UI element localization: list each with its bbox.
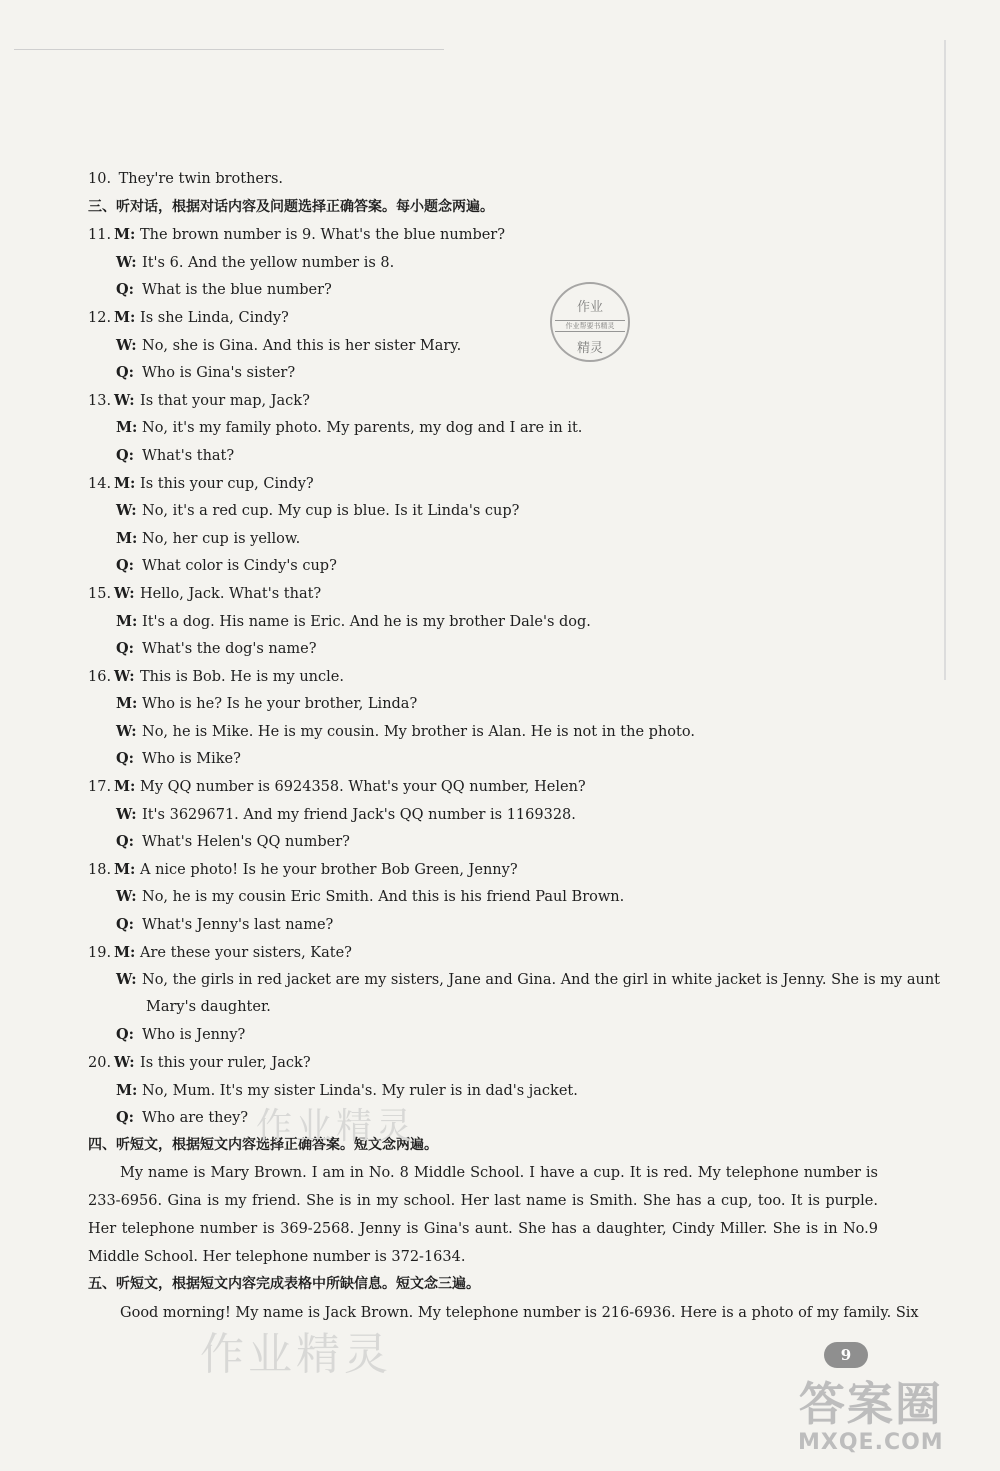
dialog-line: [88, 966, 941, 994]
dialog-line: [88, 332, 878, 360]
dialog-line: [88, 663, 878, 691]
corner-logo: [798, 1378, 944, 1455]
speaker-label: W:: [114, 1054, 135, 1071]
speaker-label: M:: [116, 695, 138, 713]
speaker-label: W:: [116, 722, 137, 740]
speaker-label: Q:: [116, 833, 134, 851]
dialog-line: [88, 828, 878, 856]
dialog-line: [88, 221, 878, 249]
line-text: What's the dog's name?: [142, 641, 317, 658]
speaker-label: W:: [116, 805, 137, 823]
speaker-label: Q:: [116, 640, 134, 658]
speaker-label: W:: [114, 584, 135, 602]
dialog-continuation: Mary's daughter.: [146, 998, 271, 1015]
line-text: A nice photo! Is he your brother Bob Green, Jenny?: [140, 861, 518, 878]
section-heading: 三、听对话，根据对话内容及问题选择正确答案。每小题念两遍。: [88, 198, 494, 215]
speaker-label: M:: [114, 943, 136, 961]
speaker-label: M:: [114, 226, 136, 244]
watermark-1: 作业精灵: [256, 1106, 417, 1147]
line-text: Who are they?: [142, 1110, 249, 1127]
dialog-line: [88, 580, 878, 608]
dialog-line: [88, 1077, 878, 1105]
line-text: No, he is Mike. He is my cousin. My brother is Alan. He is not in the photo.: [142, 723, 695, 740]
corner-logo-main: 答案圈: [798, 1377, 943, 1431]
line-text: No, it's my family photo. My parents, my dog and I are in it.: [142, 420, 583, 437]
line-text: Who is Gina's sister?: [142, 365, 296, 382]
dialog-line: [88, 718, 878, 746]
page-edge-mark: [944, 40, 946, 680]
question-number: 11.: [88, 227, 112, 244]
dialog-line: [88, 359, 878, 387]
stamp-top-text: 作业: [576, 300, 603, 315]
line-text: Who is he? Is he your brother, Linda?: [142, 696, 418, 713]
dialog-lines: [88, 166, 941, 1159]
speaker-label: W:: [116, 502, 137, 520]
line-text: Are these your sisters, Kate?: [140, 944, 352, 961]
line-text: It's a dog. His name is Eric. And he is my brother Dale's dog.: [142, 613, 591, 630]
line-text: No, the girls in red jacket are my sisters, Jane and Gina. And the girl in white jacket is Jenny. She is my aunt: [142, 972, 941, 989]
speaker-label: Q:: [116, 364, 134, 382]
dialog-line: [88, 552, 878, 580]
line-text: Is this your cup, Cindy?: [140, 475, 314, 492]
dialog-line: [88, 635, 878, 663]
line-text: Is this your ruler, Jack?: [140, 1055, 311, 1071]
answer-line: [88, 166, 878, 194]
line-text: What's Helen's QQ number?: [142, 834, 350, 851]
dialog-line: [88, 249, 878, 277]
line-text: Hello, Jack. What's that?: [140, 585, 322, 602]
page-number: 9: [824, 1342, 868, 1368]
speaker-label: Q:: [116, 446, 134, 464]
dialog-line: [88, 1049, 878, 1077]
line-text: No, she is Gina. And this is her sister Mary.: [142, 337, 462, 354]
speaker-label: W:: [116, 336, 137, 354]
stamp-bottom-text: 精灵: [576, 341, 603, 356]
dialog-line: [88, 276, 878, 304]
section-heading: 四、听短文，根据短文内容选择正确答案。短文念两遍。: [88, 1136, 438, 1153]
corner-logo-url: MXQE.COM: [798, 1430, 944, 1455]
question-number: 15.: [88, 585, 112, 602]
passage-four: My name is Mary Brown. I am in No. 8 Middle School. I have a cup. It is red. My telephone number is 233-6956. Gina is my friend. She is in my school. Her last name is Smith. She has a cup, too. It is purple. Her telephone number is 369-2568. Jenny is Gina's aunt. She has a daughter, Cindy Miller. She is in No.9 Middle School. Her telephone number is 372-1634.: [88, 1165, 878, 1266]
speaker-label: M:: [116, 419, 138, 437]
dialog-line: [88, 801, 878, 829]
question-number: 14.: [88, 475, 112, 492]
section-five-heading: 五、听短文，根据短文内容完成表格中所缺信息。短文念三遍。: [88, 1276, 480, 1293]
dialog-line: [88, 1021, 878, 1049]
question-number: 10.: [88, 171, 112, 187]
speaker-label: Q:: [116, 557, 134, 575]
dialog-line: [88, 883, 878, 911]
homework-elf-stamp: [550, 282, 630, 362]
line-text: No, he is my cousin Eric Smith. And this is his friend Paul Brown.: [142, 889, 625, 906]
dialog-line: [88, 608, 878, 636]
speaker-label: M:: [114, 778, 136, 796]
speaker-label: W:: [116, 253, 137, 271]
question-number: 17.: [88, 779, 112, 796]
speaker-label: W:: [116, 888, 137, 906]
stamp-band-text: 作业帮要书精灵: [555, 320, 625, 332]
speaker-label: M:: [114, 474, 136, 492]
speaker-label: Q:: [116, 281, 134, 299]
line-text: What is the blue number?: [142, 282, 332, 299]
question-number: 13.: [88, 392, 112, 409]
speaker-label: W:: [116, 971, 137, 989]
dialog-line: [88, 525, 878, 553]
line-text: My QQ number is 6924358. What's your QQ number, Helen?: [140, 779, 586, 796]
dialog-line: [88, 856, 878, 884]
dialog-line: [88, 442, 878, 470]
speaker-label: W:: [114, 667, 135, 685]
speaker-label: Q:: [116, 1026, 134, 1044]
question-number: 12.: [88, 309, 112, 326]
speaker-label: Q:: [116, 750, 134, 768]
top-rule: [14, 49, 444, 50]
speaker-label: Q:: [116, 1109, 134, 1127]
line-text: This is Bob. He is my uncle.: [140, 668, 344, 685]
line-text: What color is Cindy's cup?: [142, 558, 337, 575]
passage-five: Good morning! My name is Jack Brown. My telephone number is 216-6936. Here is a photo of my family. Six: [120, 1304, 919, 1321]
speaker-label: M:: [114, 860, 136, 878]
dialog-line: [88, 1104, 878, 1132]
watermark-2: 作业精灵: [200, 1329, 392, 1380]
line-text: Is that your map, Jack?: [140, 392, 310, 409]
question-number: 19.: [88, 944, 112, 961]
speaker-label: M:: [116, 529, 138, 547]
dialog-line: [88, 304, 878, 332]
dialog-line: [88, 911, 878, 939]
line-text: It's 6. And the yellow number is 8.: [142, 254, 395, 271]
line-text: Who is Mike?: [142, 751, 241, 768]
question-number: 18.: [88, 861, 112, 878]
page-content: [88, 166, 941, 1327]
speaker-label: W:: [114, 391, 135, 409]
dialog-line: [88, 387, 878, 415]
line-text: Is she Linda, Cindy?: [140, 309, 289, 326]
dialog-line: [88, 470, 878, 498]
line-text: They're twin brothers.: [118, 171, 283, 187]
dialog-line: [88, 745, 878, 773]
dialog-line: [88, 773, 878, 801]
line-text: What's that?: [142, 447, 235, 464]
speaker-label: M:: [114, 308, 136, 326]
line-text: No, her cup is yellow.: [142, 530, 301, 547]
dialog-line: [88, 690, 878, 718]
line-text: The brown number is 9. What's the blue number?: [140, 227, 506, 244]
dialog-line: [88, 939, 878, 967]
question-number: 20.: [88, 1055, 112, 1071]
line-text: No, it's a red cup. My cup is blue. Is it Linda's cup?: [142, 503, 520, 520]
line-text: Who is Jenny?: [142, 1027, 246, 1044]
line-text: It's 3629671. And my friend Jack's QQ number is 1169328.: [142, 806, 576, 823]
question-number: 16.: [88, 668, 112, 685]
speaker-label: M:: [116, 1081, 138, 1099]
line-text: What's Jenny's last name?: [142, 917, 334, 934]
speaker-label: Q:: [116, 916, 134, 934]
line-text: No, Mum. It's my sister Linda's. My ruler is in dad's jacket.: [142, 1082, 578, 1099]
dialog-line: [88, 414, 878, 442]
speaker-label: M:: [116, 612, 138, 630]
dialog-line: [88, 497, 878, 525]
